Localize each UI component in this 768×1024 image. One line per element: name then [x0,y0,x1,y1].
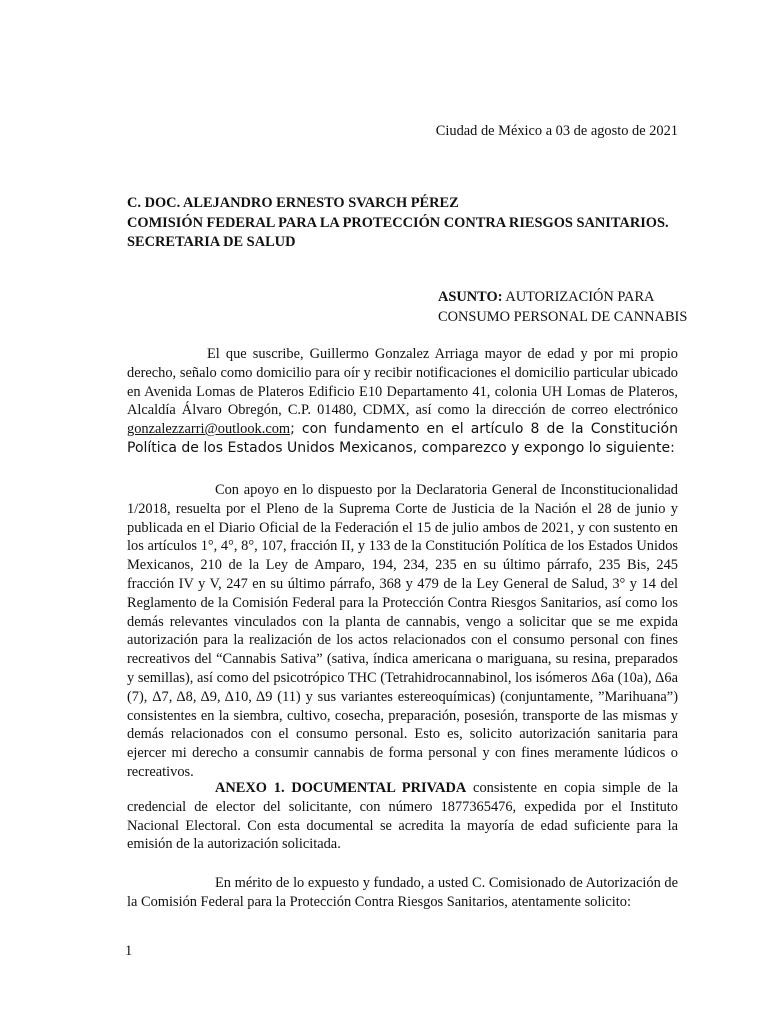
subject-label: ASUNTO: [438,289,503,305]
document-date: Ciudad de México a 03 de agosto de 2021 [435,123,678,139]
annex-text: consistente en copia simple de la credencial de elector del solicitante, con número 1877365476, expedida por el Instituto Nacional Electoral. Con esta documental se acredita la mayoría de edad suficiente para la emisión de la autorización solicitada. [127,780,678,853]
recipient-agency: COMISIÓN FEDERAL PARA LA PROTECCIÓN CONTRA RIESGOS SANITARIOS. [127,214,669,231]
recipient-ministry: SECRETARIA DE SALUD [127,234,296,250]
request-paragraph: Con apoyo en lo dispuesto por la Declaratoria General de Inconstitucionalidad 1/2018, resuelta por el Pleno de la Suprema Corte de Justicia de la Nación el 28 de junio y publicada en el Diario Oficial de la Federación el 15 de julio ambos de 2021, y con sustento en los artículos 1°, 4°, 8°, 107, fracción II, y 133 de la Constitución Política de los Estados Unidos Mexicanos, 210 de la Ley de Amparo, 194, 234, 235 en su último párrafo, 235 Bis, 245 fracción IV y V, 247 en su último párrafo, 368 y 479 de la Ley General de Salud, 3° y 14 del Reglamento de la Comisión Federal para la Protección Contra Riesgos Sanitarios, así como los demás relevantes vinculados con la planta de cannabis, vengo a solicitar que se me expida autorización para la realización de los actos relacionados con el consumo personal con fines recreativos del “Cannabis Sativa” (sativa, índica americana o mariguana, su resina, preparados y semillas), así como del psicotrópico THC (Tetrahidrocannabinol, los isómeros Δ6a (10a), Δ6a (7), Δ7, Δ8, Δ9, Δ10, Δ9 (11) y sus variantes estereoquímicas) (conjuntamente, ”Marihuana”) consistentes en la siembra, cultivo, cosecha, preparación, posesión, transporte de las mismas y demás relacionados con el consumo personal. Esto es, solicito autorización sanitaria para ejercer mi derecho a consumir cannabis de forma personal y con fines meramente lúdicos o recreativos. [127,482,678,780]
annex-label: ANEXO 1. DOCUMENTAL PRIVADA [215,780,467,796]
subject-block [438,288,698,327]
page-number: 1 [125,943,133,959]
intro-basis-text: ; con fundamento en el artículo 8 de la Constitución Política de los Estados Unidos Mexicanos, comparezco y expongo lo siguiente: [127,421,678,456]
intro-text: El que suscribe, Guillermo Gonzalez Arriaga mayor de edad y por mi propio derecho, señalo como domicilio para oír y recibir notificaciones el domicilio particular ubicado en Avenida Lomas de Plateros Edificio E10 Departamento 41, colonia UH Lomas de Plateros, Alcaldía Álvaro Obregón, C.P. 01480, CDMX, así como la dirección de correo electrónico [127,346,678,419]
intro-paragraph [127,345,678,458]
recipient-name: C. DOC. ALEJANDRO ERNESTO SVARCH PÉREZ [127,195,459,211]
subject-text: AUTORIZACIÓN PARA CONSUMO PERSONAL DE CANNABIS [438,289,688,325]
recipient-block [127,194,687,253]
email-address: gonzalezzarri@outlook.com [127,421,291,438]
closing-paragraph: En mérito de lo expuesto y fundado, a usted C. Comisionado de Autorización de la Comisión Federal para la Protección Contra Riesgos Sanitarios, atentamente solicito: [127,875,678,910]
annex-paragraph [127,779,678,854]
